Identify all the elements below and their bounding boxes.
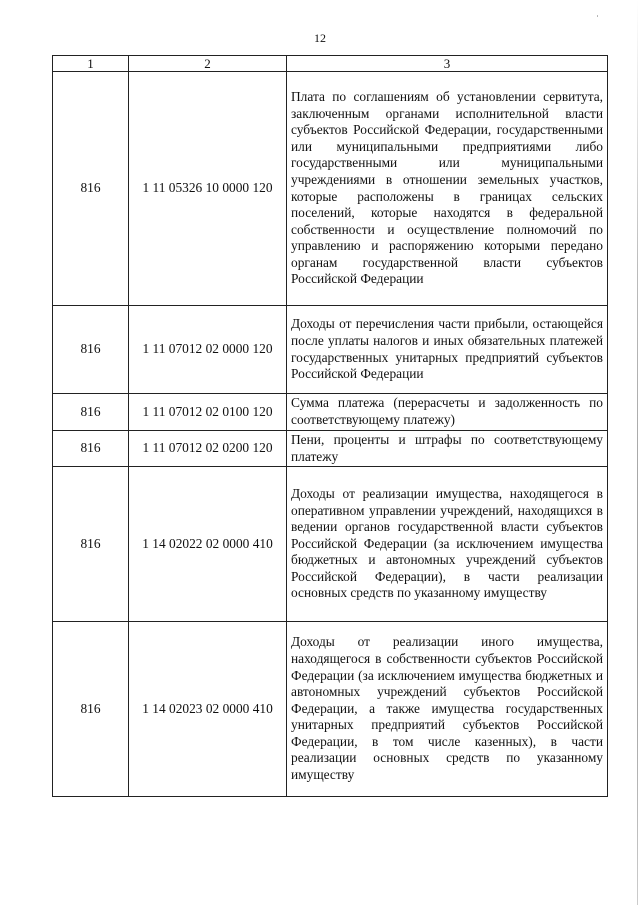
description-cell: Плата по соглашениям об установлении сервитута, заключенным органами исполнительной власти субъектов Российской Федерации, государственными или муниципальными предприятиями либо государственными или муниципальными учреждениями в отношении земельных участков, которые расположены в границах сельских поселений, которые находятся в федеральной собственности и осуществление полномочий по управлению и распоряжению которыми передано органам государственной власти субъектов Российской Федерации xyxy=(287,72,608,306)
admin-code-cell: 816 xyxy=(53,431,129,467)
budget-code-cell: 1 14 02022 02 0000 410 xyxy=(129,467,287,622)
admin-code-cell: 816 xyxy=(53,622,129,797)
admin-code-cell: 816 xyxy=(53,306,129,394)
budget-code-cell: 1 11 07012 02 0100 120 xyxy=(129,394,287,431)
description-cell: Пени, проценты и штрафы по соответствующему платежу xyxy=(287,431,608,467)
scan-edge xyxy=(637,0,638,905)
table-row xyxy=(53,467,608,622)
admin-code-cell: 816 xyxy=(53,467,129,622)
budget-code-cell: 1 14 02023 02 0000 410 xyxy=(129,622,287,797)
table-row xyxy=(53,431,608,467)
table-row xyxy=(53,394,608,431)
description-cell: Доходы от реализации иного имущества, находящегося в собственности субъектов Российской Федерации (за исключением имущества бюджетных и автономных учреждений субъектов Российской Федерации, а также имущества государственных унитарных предприятий субъектов Российской Федерации, в том числе казенных), в части реализации основных средств по указанному имуществу xyxy=(287,622,608,797)
admin-code-cell: 816 xyxy=(53,394,129,431)
column-header-2: 2 xyxy=(129,56,287,72)
table-header-row xyxy=(53,56,608,72)
table-row xyxy=(53,72,608,306)
page-number: 12 xyxy=(314,31,326,45)
budget-code-cell: 1 11 05326 10 0000 120 xyxy=(129,72,287,306)
admin-code-cell: 816 xyxy=(53,72,129,306)
scan-mark: ˙ xyxy=(596,14,599,24)
column-header-1: 1 xyxy=(53,56,129,72)
column-header-3: 3 xyxy=(287,56,608,72)
description-cell: Доходы от реализации имущества, находящегося в оперативном управлении учреждений, находящихся в ведении органов государственной власти субъектов Российской Федерации (за исключением имущества бюджетных и автономных учреждений субъектов Российской Федерации), в части реализации основных средств по указанному имуществу xyxy=(287,467,608,622)
table-row xyxy=(53,306,608,394)
table-row xyxy=(53,622,608,797)
revenue-codes-table xyxy=(52,55,608,797)
budget-code-cell: 1 11 07012 02 0200 120 xyxy=(129,431,287,467)
description-cell: Доходы от перечисления части прибыли, остающейся после уплаты налогов и иных обязательных платежей государственных унитарных предприятий субъектов Российской Федерации xyxy=(287,306,608,394)
description-cell: Сумма платежа (перерасчеты и задолженность по соответствующему платежу) xyxy=(287,394,608,431)
budget-code-cell: 1 11 07012 02 0000 120 xyxy=(129,306,287,394)
